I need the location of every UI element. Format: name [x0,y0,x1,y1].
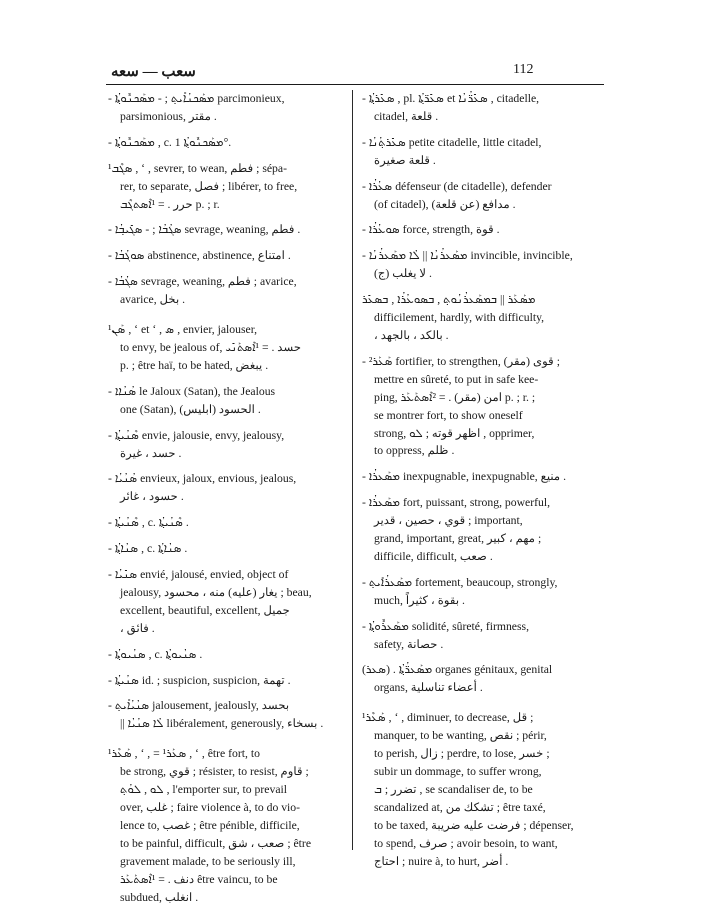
entry-line: subir un dommage, to suffer wrong, [374,765,542,778]
entry-line: - ܡܣܰܥܪܳܐ fort, puissant, strong, powerful, [362,496,551,510]
dictionary-entry [108,321,340,375]
entry-line: - ܣܢܺܝܳܐ envié, jalousé, envied, object of [108,568,289,582]
entry-line: قلعة صغيرة . [374,153,436,167]
left-column [108,90,340,914]
entry-line: lence to, غصب ; être pénible, difficile, [120,818,300,832]
dictionary-entry [108,90,340,126]
dictionary-entry [362,134,604,170]
entry-line: subdued, انغلب . [120,890,199,904]
entry-line: - ܣܘܓܳܒܳܐ abstinence, abstinence, امتناع . [108,249,291,263]
column-divider [352,90,353,850]
entry-line: to be painful, difficult, صعب ، شق ; être [120,836,312,850]
entry-line: strong, اظهر قوته ; ܠܘ , opprimer, [374,426,535,440]
page-number: 112 [513,62,534,77]
entry-line: excellent, beautiful, excellent, جميل [120,603,290,617]
dictionary-entry [362,221,604,239]
entry-line: - ܣܢܳܝܘܬ݂ܳܐ , c. ܣܢܳܝܘܬ݂ܳܐ . [108,647,203,661]
entry-line: لا يغلب (ج) . [374,267,432,281]
entry-line: be strong, قوي ; résister, to resist, قاوم ; [120,765,309,779]
dictionary-entry [362,618,604,654]
entry-line: - ܣܥܳܪܳܐ défenseur (de citadelle), defender [362,179,552,193]
entry-line: ، فائق . [120,621,155,635]
entry-line: p. ; être haï, to be hated, يبغض . [120,358,269,372]
entry-line: - ܣܳܢܳܐܐ le Jaloux (Satan), the Jealous [108,384,276,398]
dictionary-entry [108,566,340,638]
entry-line: (of citadel), مدافع (عن قلعة) . [374,197,516,211]
entry-line: to spend, صرف ; avoir besoin, to want, [374,836,558,850]
entry-line: much, بقوة ، كثيراً . [374,593,465,607]
entry-line: - ܣܓܳܒܳܐ ; - ܣܓܺܝܒ݂ܳܐ sevrage, weaning, فطم . [108,223,301,237]
entry-line: - ܣܳܢܳܝܳܐ envieux, jaloux, envious, jealous, [108,472,297,486]
dictionary-entry [362,494,604,566]
entry-line: to envy, be jealous of, حسد . = ¹ܐܶܣܬܰܢܺܝ [120,340,302,354]
entry-line: mettre en sûreté, to put in safe kee- [374,372,539,386]
dictionary-entry [108,160,340,214]
dictionary-entry [362,353,604,460]
entry-line: حرر . = ¹ܐܶܣܬܓܶܒ p. ; r. [120,197,220,211]
entry-line: citadel, قلعة . [374,109,439,123]
dictionary-entry [108,383,340,419]
entry-line: safety, حصانة . [374,637,444,651]
running-header: سعب — سعه [111,64,196,80]
entry-line: gravement malade, to be seriously ill, [120,854,296,868]
dictionary-entry [108,672,340,690]
entry-line: parsimonious, مقتر . [120,109,217,123]
entry-line: - ܡܣܰܟܢܽܘܬ݂ܳܐ , c. ܡܣܰܟܢܽܘܬ݂ܳܐ 1°. [108,135,232,149]
entry-line: || ܠܳܐ ܣܢܳܝܳܐ libéralement, generously, بسخاء . [120,717,324,731]
entry-line: grand, important, great, مهم ، كبير ; [374,532,542,546]
dictionary-entry [108,697,340,733]
entry-line: تضرر ; ܒ , se scandaliser de, to be [374,782,533,796]
entry-line: to oppress, ظلم . [374,444,455,458]
dictionary-entry [108,247,340,265]
dictionary-entry [108,470,340,506]
dictionary-entry [362,178,604,214]
entry-line: احتاج ; nuire à, to hurt, أضر . [374,854,509,868]
entry-line: ܠܘ , ܠܘܳܬ݂ , l'emporter sur, to prevail [120,783,288,797]
dictionary-entry [108,134,340,152]
dictionary-entry [362,90,604,126]
entry-line: to perish, زال ; perdre, to lose, خسر ; [374,747,550,761]
entry-line: - ܡܣܰܥܪܳܐ inexpugnable, inexpugnable, منيع . [362,470,566,484]
dictionary-entry [108,273,340,309]
entry-line: حسود ، غائر . [120,490,184,504]
entry-line: حسد ، غيرة . [120,446,182,460]
entry-line: - ²ܣܰܥܰܪ fortifier, to strengthen, قوى (مقر) ; [362,354,560,368]
entry-line: to be taxed, فرضت عليه ضريبة ; dépenser, [374,818,574,832]
entry-line: rer, to separate, فصل ; libérer, to free, [120,179,298,193]
dictionary-entry [362,247,604,283]
entry-line: scandalized at, تشكك من ; être taxé, [374,800,546,814]
dictionary-entry [108,427,340,463]
entry-line: - ܣܓܳܒܳܐ sevrage, weaning, فطم ; avarice, [108,275,297,289]
entry-line: (ܣܥܪ) . ܡܣܰܥܪ̈ܳܬ݂ܳܐ organes génitaux, genital [362,663,553,677]
entry-line: ¹ܣܓܶܒ , ʻ , sevrer, to wean, فطم ; sépa- [108,161,287,175]
entry-line: - ܣܢܳܐܬ݂ܳܐ , c. ܣܢܳܐܬ݂ܳܐ . [108,542,188,556]
entry-line: organs, أعضاء تناسلية . [374,681,483,695]
entry-line: - ܣܶܢܳܝܬ݂ܳܐ envie, jalousie, envy, jealousy, [108,428,285,442]
entry-line: ¹ܣܰܥܶܪ , ʻ , diminuer, to decrease, قل ; [362,711,534,725]
dictionary-entry [108,745,340,906]
entry-line: دنف . = ¹ܐܶܣܬܰܥܰܪ être vaincu, to be [120,872,278,886]
dictionary-entry [362,574,604,610]
entry-line: avarice, بخل . [120,293,186,307]
entry-line: - ܣܢܳܝܳܐܺܝܬ݂ jalousement, jealously, بحسد [108,699,290,713]
entry-line: - ܣܥܺܪܬ݂ܳܢܳܐ petite citadelle, little citadel, [362,135,542,149]
entry-line: ¹ܣܰܢ , ʻ et ʻ , ܣ , envier, jalouser, [108,323,258,337]
dictionary-entry [108,514,340,532]
entry-line: over, غلب ; faire violence à, to do vio- [120,801,301,814]
entry-line: ping, امن (مقر) . = ²ܐܶܣܬܰܥܰܪ p. ; r. ; [374,390,536,404]
right-column [362,90,604,878]
entry-line: - ܡܣܰܥܪܳܢܳܐ || ܠܳܐ ܡܣܰܥܪܳܢܳܐ invincible, invincible, [362,249,573,263]
entry-line: - ܣܘܥܳܪܳܐ force, strength, قوة . [362,223,500,237]
entry-line: - ܣܶܢܳܝܬ݂ܳܐ , c. ܣܶܢܳܝܬ݂ܳܐ . [108,516,189,530]
dictionary-entry [362,291,604,345]
entry-line: قوي ، حصين ، قدير ; important, [374,514,523,528]
entry-line: - ܡܣܰܟܢܳܐܺܝܬ݂ ; - ܡܣܰܟܢܽܘܬ݂ܳܐ parcimonieux, [108,92,285,105]
entry-line: difficile, difficult, صعب . [374,549,493,563]
dictionary-entry [362,468,604,486]
entry-line: - ܣܢܳܝܬ݂ܳܐ id. ; suspicion, suspicion, تهمة . [108,673,291,687]
entry-line: se montrer fort, to show oneself [374,408,523,422]
entry-line: - ܡܣܰܥܪܽܘܬ݂ܳܐ solidité, sûreté, firmness, [362,619,529,633]
entry-line: manquer, to be wanting, نقص ; périr, [374,729,547,743]
entry-line: jealousy, يغار (عليه) منه ، محسود ; beau, [120,585,312,599]
dictionary-entry [108,540,340,558]
dictionary-entry [108,646,340,664]
entry-line: - ܡܣܰܥܪܳܐܺܝܬ݂ fortement, beaucoup, strongly, [362,575,558,589]
entry-line: difficilement, hardly, with difficulty, [374,311,545,325]
dictionary-entry [108,221,340,239]
header-rule [106,84,604,85]
entry-line: ܡܣܰܥܰܪ || ܒܡܣܰܥܪܳܢܳܘܬ݂ , ܒܣܘܥܳܪܳܐ , ܒܣܥܺܪ [362,293,536,307]
dictionary-entry [362,709,604,870]
entry-line: ، بالكد ، بالجهد . [374,328,449,342]
entry-line: one (Satan), الحسود (ابليس) . [120,402,261,416]
entry-line: - ܣܥܺܪܬ݂ܳܐ , pl. ܣܥܺܪ̈ܬ݂ܳܐ et ܣܥܺܪ̈ܳܢܳܐ , citadelle, [362,92,540,105]
dictionary-entry [362,661,604,697]
entry-line: ¹ܣܰܥܶܪ , ʻ , = ¹ܣܥܰܪ , ʻ , être fort, to [108,747,260,761]
